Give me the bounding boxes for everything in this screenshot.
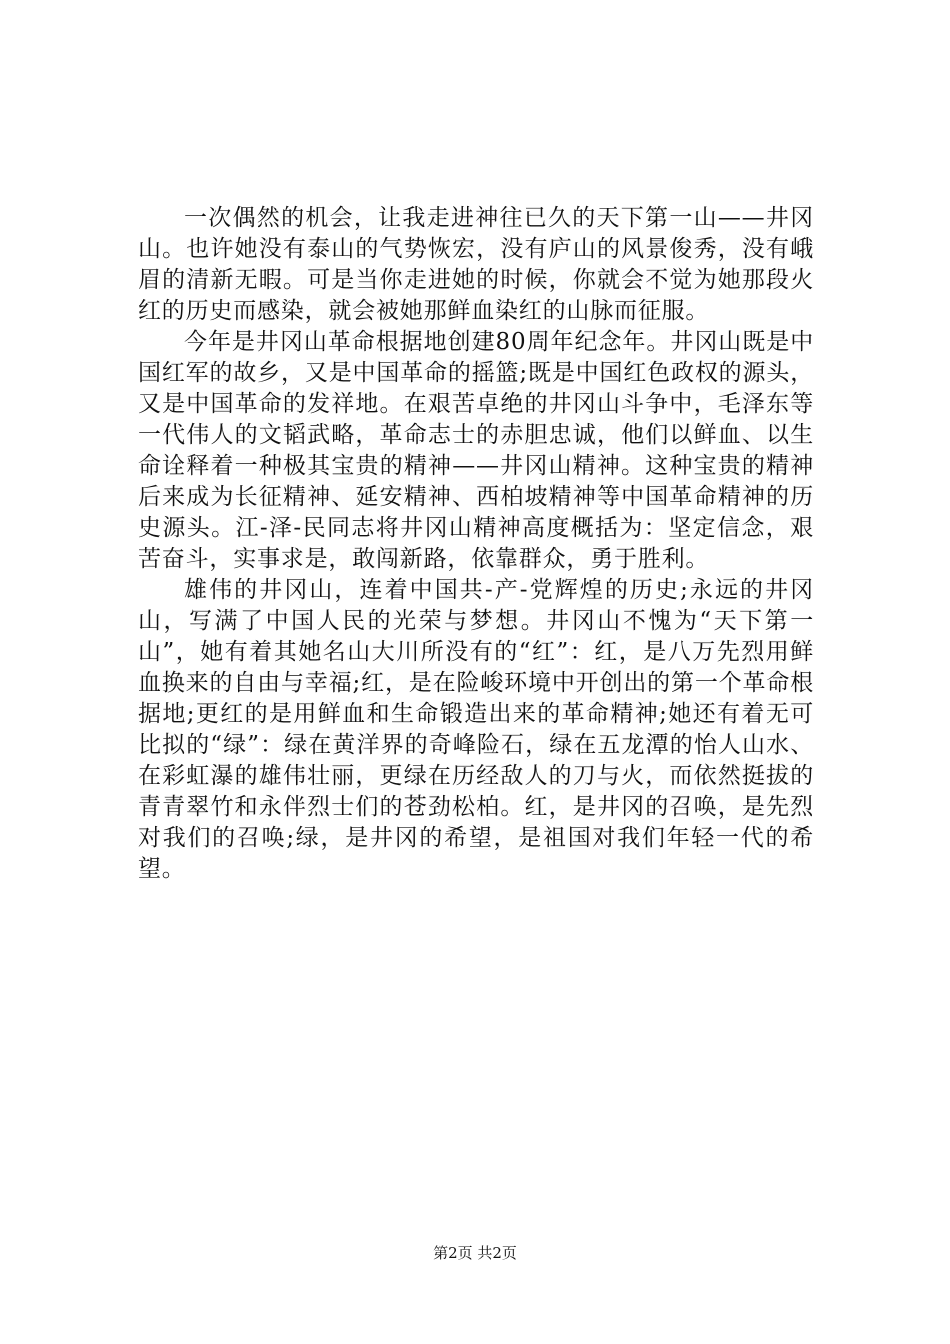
paragraph-2: 今年是井冈山革命根据地创建80周年纪念年。井冈山既是中国红军的故乡，又是中国革命的摇篮;既是中国红色政权的源头，又是中国革命的发祥地。在艰苦卓绝的井冈山斗争中，毛泽东等一代伟人的文韬武略，革命志士的赤胆忠诚，他们以鲜血、以生命诠释着一种极其宝贵的精神——井冈山精神。这种宝贵的精神后来成为长征精神、延安精神、西柏坡精神等中国革命精神的历史源头。江-泽-民同志将井冈山精神高度概括为：坚定信念，艰苦奋斗，实事求是，敢闯新路，依靠群众，勇于胜利。 <box>138 329 814 572</box>
paragraph-3: 雄伟的井冈山，连着中国共-产-党辉煌的历史;永远的井冈山，写满了中国人民的光荣与梦想。井冈山不愧为“天下第一山”，她有着其她名山大川所没有的“红”：红，是八万先烈用鲜血换来的自由与幸福;红，是在险峻环境中开创出的第一个革命根据地;更红的是用鲜血和生命锻造出来的革命精神;她还有着无可比拟的“绿”：绿在黄洋界的奇峰险石，绿在五龙潭的怡人山水、在彩虹瀑的雄伟壮丽，更绿在历经敌人的刀与火，而依然挺拔的青青翠竹和永伴烈士们的苍劲松柏。红，是井冈的召唤，是先烈对我们的召唤;绿，是井冈的希望，是祖国对我们年轻一代的希望。 <box>138 577 814 882</box>
page-number-footer: 第2页 共2页 <box>433 1244 517 1262</box>
paragraph-1: 一次偶然的机会，让我走进神往已久的天下第一山——井冈山。也许她没有泰山的气势恢宏，没有庐山的风景俊秀，没有峨眉的清新无暇。可是当你走进她的时候，你就会不觉为她那段火红的历史而感染，就会被她那鲜血染红的山脉而征服。 <box>138 205 814 324</box>
document-body <box>138 203 814 885</box>
